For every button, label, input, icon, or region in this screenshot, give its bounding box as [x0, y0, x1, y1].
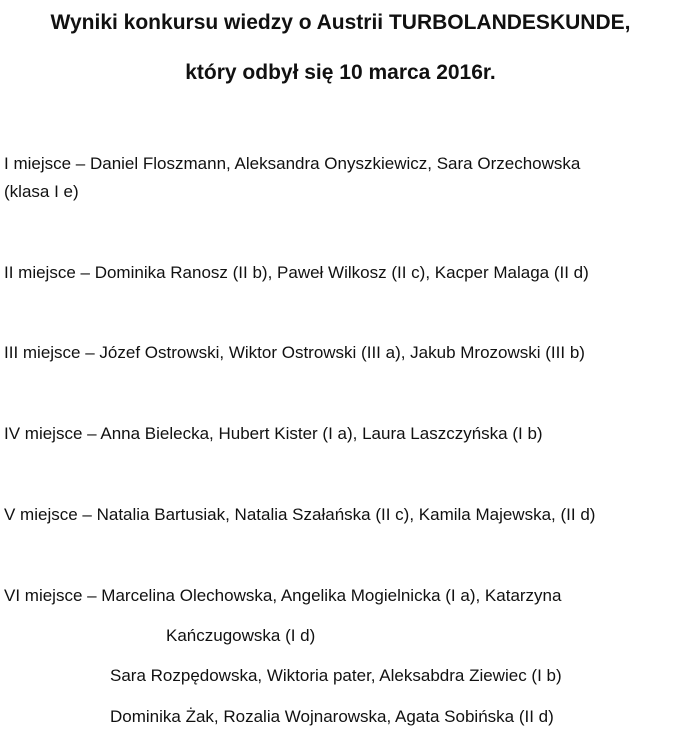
- document-title-line-1: Wyniki konkursu wiedzy o Austrii TURBOLANDESKUNDE,: [50, 11, 631, 34]
- sixth-place-line-2: Kańczugowska (I d): [166, 626, 316, 645]
- document-title-line-2: który odbył się 10 marca 2016r.: [185, 61, 496, 84]
- sixth-place-line-3: Sara Rozpędowska, Wiktoria pater, Aleksabdra Ziewiec (I b): [110, 666, 562, 685]
- third-place-line: III miejsce – Józef Ostrowski, Wiktor Ostrowski (III a), Jakub Mrozowski (III b): [4, 343, 585, 362]
- fifth-place-line: V miejsce – Natalia Bartusiak, Natalia Szałańska (II c), Kamila Majewska, (II d): [4, 505, 596, 524]
- fourth-place-line: IV miejsce – Anna Bielecka, Hubert Kister (I a), Laura Laszczyńska (I b): [4, 424, 543, 443]
- second-place-line: II miejsce – Dominika Ranosz (II b), Paweł Wilkosz (II c), Kacper Malaga (II d): [4, 263, 589, 282]
- sixth-place-line-1: VI miejsce – Marcelina Olechowska, Angelika Mogielnicka (I a), Katarzyna: [4, 586, 562, 605]
- first-place-line-1: I miejsce – Daniel Floszmann, Aleksandra Onyszkiewicz, Sara Orzechowska: [4, 154, 581, 173]
- first-place-line-2: (klasa I e): [4, 182, 79, 201]
- sixth-place-line-4: Dominika Żak, Rozalia Wojnarowska, Agata Sobińska (II d): [110, 707, 554, 726]
